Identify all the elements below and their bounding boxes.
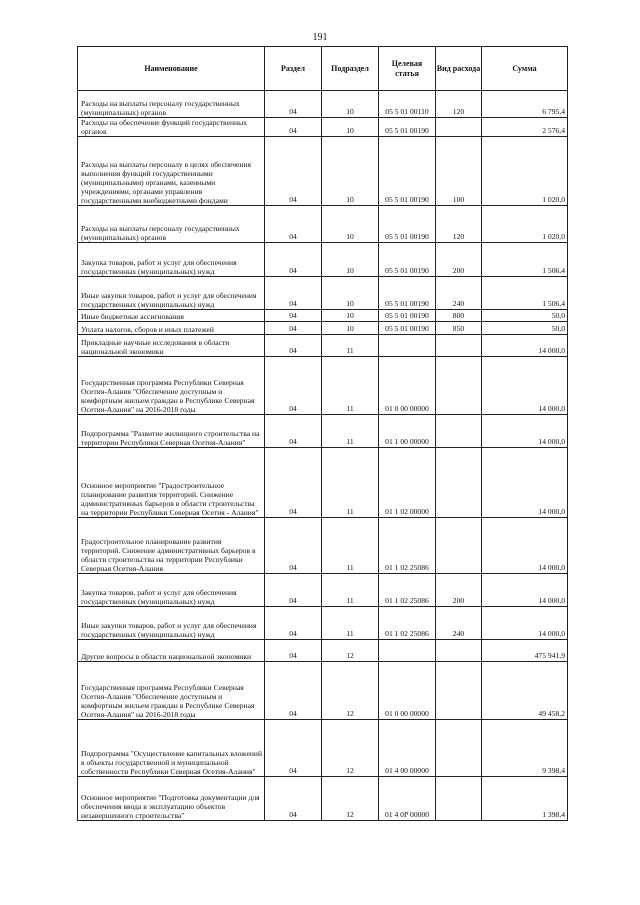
row-target: 05 5 01 00190 (379, 243, 436, 277)
row-subsection: 10 (322, 137, 379, 206)
row-target (379, 640, 436, 662)
row-amount: 50,0 (482, 310, 568, 322)
row-name: Закупка товаров, работ и услуг для обеспечения государственных (муниципальных) нужд (78, 243, 265, 277)
table-row (78, 91, 568, 118)
row-name: Подпрограмма "Осуществление капитальных вложений в объекты государственной и муниципальной собственности Республики Северная Осетия-Алания" (78, 720, 265, 777)
row-target (379, 335, 436, 357)
row-section: 04 (265, 777, 322, 821)
row-section: 04 (265, 335, 322, 357)
table-row (78, 777, 568, 821)
row-section: 04 (265, 243, 322, 277)
row-name: Расходы на выплаты персоналу в целях обеспечения выполнения функций государственными (муниципальными) органами, казенными учреждениями, органами управления государственными внебюджетными фондами (78, 137, 265, 206)
row-type (436, 448, 482, 518)
row-target: 05 5 01 00190 (379, 137, 436, 206)
row-subsection: 10 (322, 118, 379, 137)
row-target: 05 5 01 00190 (379, 322, 436, 335)
row-amount: 1 020,0 (482, 137, 568, 206)
row-subsection: 11 (322, 335, 379, 357)
row-name: Основное мероприятие "Подготовка документации для обеспечения ввода в эксплуатацию объектов незавершенного строительства" (78, 777, 265, 821)
row-target: 01 1 02 25086 (379, 574, 436, 607)
table-row (78, 137, 568, 206)
table-row (78, 640, 568, 662)
header-target-article: Целевая статья (379, 47, 436, 91)
header-name: Наименование (78, 47, 265, 91)
row-section: 04 (265, 206, 322, 243)
row-subsection: 10 (322, 310, 379, 322)
table-row (78, 607, 568, 640)
row-section: 04 (265, 448, 322, 518)
row-section: 04 (265, 118, 322, 137)
budget-table (77, 46, 568, 821)
row-subsection: 12 (322, 662, 379, 720)
table-row (78, 448, 568, 518)
row-target: 05 5 01 00190 (379, 206, 436, 243)
row-amount: 9 398,4 (482, 720, 568, 777)
row-amount: 14 000,0 (482, 518, 568, 574)
row-amount: 50,0 (482, 322, 568, 335)
row-target: 01 0 00 00000 (379, 357, 436, 415)
row-type: 800 (436, 310, 482, 322)
row-section: 04 (265, 607, 322, 640)
row-amount: 14 000,0 (482, 448, 568, 518)
row-section: 04 (265, 310, 322, 322)
row-subsection: 10 (322, 322, 379, 335)
row-type: 850 (436, 322, 482, 335)
row-name: Государственная программа Республики Северная Осетия-Алания "Обеспечение доступным и комфортным жильем граждан в Республике Северная Осетия-Алания" на 2016-2018 годы (78, 662, 265, 720)
row-section: 04 (265, 277, 322, 310)
row-name: Расходы на выплаты персоналу государственных (муниципальных) органов (78, 91, 265, 118)
row-target: 05 5 01 00190 (379, 277, 436, 310)
row-subsection: 12 (322, 720, 379, 777)
row-target: 01 4 00 00000 (379, 720, 436, 777)
row-name: Другие вопросы в области национальной экономики (78, 640, 265, 662)
row-name: Основное мероприятие "Градостроительное планирование развития территорий. Снижение административных барьеров в области строительства на территории Республики Северная Осетия - Алания" (78, 448, 265, 518)
row-section: 04 (265, 518, 322, 574)
table-header-row (78, 47, 568, 91)
table-row (78, 118, 568, 137)
table-row (78, 277, 568, 310)
row-target: 01 4 0Р 00000 (379, 777, 436, 821)
row-type (436, 720, 482, 777)
row-type: 120 (436, 206, 482, 243)
row-amount: 14 000,0 (482, 574, 568, 607)
row-target: 01 1 02 25086 (379, 518, 436, 574)
table-row (78, 243, 568, 277)
row-subsection: 10 (322, 277, 379, 310)
row-type (436, 662, 482, 720)
header-expense-type: Вид расхода (436, 47, 482, 91)
row-type (436, 777, 482, 821)
header-amount: Сумма (482, 47, 568, 91)
row-subsection: 11 (322, 607, 379, 640)
row-type (436, 415, 482, 448)
table-row (78, 518, 568, 574)
table-row (78, 357, 568, 415)
row-section: 04 (265, 357, 322, 415)
row-subsection: 11 (322, 574, 379, 607)
row-subsection: 11 (322, 518, 379, 574)
row-name: Закупка товаров, работ и услуг для обеспечения государственных (муниципальных) нужд (78, 574, 265, 607)
row-target: 01 1 00 00000 (379, 415, 436, 448)
row-amount: 1 506,4 (482, 243, 568, 277)
row-subsection: 12 (322, 640, 379, 662)
row-amount: 14 000,0 (482, 607, 568, 640)
row-target: 05 5 01 00110 (379, 91, 436, 118)
header-section: Раздел (265, 47, 322, 91)
table-row (78, 310, 568, 322)
row-subsection: 10 (322, 206, 379, 243)
row-amount: 1 020,0 (482, 206, 568, 243)
row-amount: 2 576,4 (482, 118, 568, 137)
row-section: 04 (265, 720, 322, 777)
row-subsection: 11 (322, 448, 379, 518)
row-type: 240 (436, 277, 482, 310)
row-type: 200 (436, 243, 482, 277)
table-row (78, 662, 568, 720)
row-section: 04 (265, 322, 322, 335)
page-number: 191 (312, 32, 328, 43)
row-type (436, 118, 482, 137)
row-name: Иные закупки товаров, работ и услуг для обеспечения государственных (муниципальных) нужд (78, 607, 265, 640)
row-type: 120 (436, 91, 482, 118)
row-subsection: 11 (322, 357, 379, 415)
row-type (436, 357, 482, 415)
row-amount: 1 398,4 (482, 777, 568, 821)
row-section: 04 (265, 415, 322, 448)
row-name: Градостроительное планирование развития территорий. Снижение административных барьеров в области строительства на территории Республики Северная Осетия-Алания (78, 518, 265, 574)
table-row (78, 322, 568, 335)
row-type (436, 518, 482, 574)
row-target: 05 5 01 00190 (379, 310, 436, 322)
row-name: Прикладные научные исследования в области национальной экономики (78, 335, 265, 357)
table-row (78, 574, 568, 607)
row-section: 04 (265, 574, 322, 607)
header-subsection: Подраздел (322, 47, 379, 91)
row-amount: 14 000,0 (482, 357, 568, 415)
row-subsection: 10 (322, 91, 379, 118)
row-section: 04 (265, 662, 322, 720)
row-section: 04 (265, 137, 322, 206)
row-target: 01 1 02 00000 (379, 448, 436, 518)
row-name: Иные бюджетные ассигнования (78, 310, 265, 322)
row-name: Подпрограмма "Развитие жилищного строительства на территории Республики Северная Осетия-Алания" (78, 415, 265, 448)
table-row (78, 206, 568, 243)
row-type: 200 (436, 574, 482, 607)
row-type (436, 335, 482, 357)
row-amount: 1 506,4 (482, 277, 568, 310)
row-name: Расходы на обеспечение функций государственных органов (78, 118, 265, 137)
row-name: Государственная программа Республики Северная Осетия-Алания "Обеспечение доступным и комфортным жильем граждан в Республике Северная Осетия-Алания" на 2016-2018 годы (78, 357, 265, 415)
row-target: 05 5 01 00190 (379, 118, 436, 137)
row-type: 240 (436, 607, 482, 640)
row-type: 100 (436, 137, 482, 206)
row-target: 01 1 02 25086 (379, 607, 436, 640)
row-target: 01 0 00 00000 (379, 662, 436, 720)
row-section: 04 (265, 640, 322, 662)
row-section: 04 (265, 91, 322, 118)
table-row (78, 415, 568, 448)
row-subsection: 12 (322, 777, 379, 821)
row-amount: 14 000,0 (482, 415, 568, 448)
row-subsection: 10 (322, 243, 379, 277)
table-row (78, 720, 568, 777)
row-amount: 14 000,0 (482, 335, 568, 357)
table-row (78, 335, 568, 357)
row-name: Уплата налогов, сборов и иных платежей (78, 322, 265, 335)
row-name: Иные закупки товаров, работ и услуг для обеспечения государственных (муниципальных) нужд (78, 277, 265, 310)
row-amount: 475 941,9 (482, 640, 568, 662)
row-amount: 6 795,4 (482, 91, 568, 118)
row-amount: 49 458,2 (482, 662, 568, 720)
row-name: Расходы на выплаты персоналу государственных (муниципальных) органов (78, 206, 265, 243)
row-type (436, 640, 482, 662)
row-subsection: 11 (322, 415, 379, 448)
